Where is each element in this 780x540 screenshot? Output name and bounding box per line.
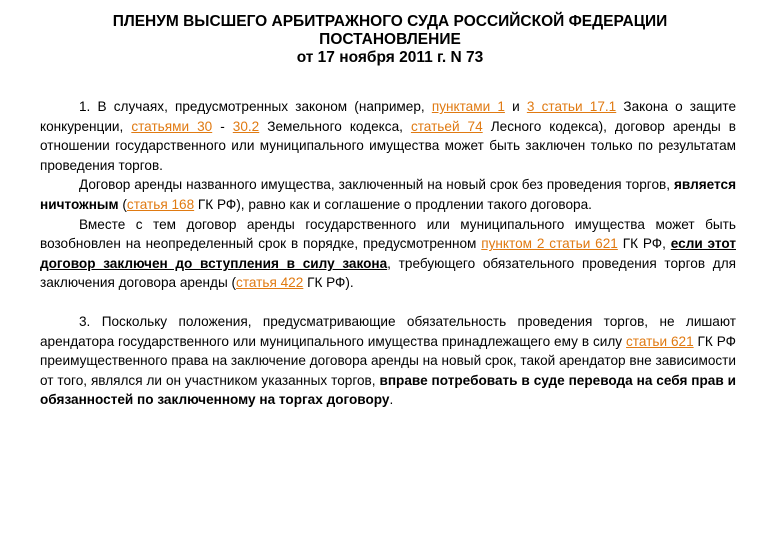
- p4-text-3: .: [389, 392, 394, 408]
- link-article-30-2[interactable]: 30.2: [232, 118, 260, 134]
- p2-bold-void: является ничтожным: [40, 177, 736, 212]
- p1-text-5: Земельного кодекса,: [259, 118, 411, 134]
- link-clauses-1[interactable]: пунктами 1: [431, 99, 505, 114]
- p1-text-3: Закона о защите конкуренции,: [40, 99, 736, 134]
- paragraph-1: [40, 97, 736, 175]
- p3-text-2: ГК РФ,: [617, 236, 671, 252]
- p1-text-6: Лесного кодекса), договор аренды в отношении государственного или муниципального имущества может быть заключен только по результатам проведения торгов.: [40, 118, 736, 173]
- paragraph-2: [40, 175, 736, 214]
- p3-text-3: , требующего обязательного проведения торгов для заключения договора аренды (: [40, 255, 736, 291]
- p4-bold-right: вправе потребовать в суде перевода на себя прав и обязанностей по заключенному на торгах договору: [40, 372, 736, 408]
- link-article-17-1[interactable]: 3 статьи 17.1: [526, 99, 617, 114]
- p1-text-2: и: [504, 99, 527, 114]
- p4-text-1: 3. Поскольку положения, предусматривающие обязательность проведения торгов, не лишают арендатора государственного или муниципального имущества принадлежащего ему в силу: [40, 313, 736, 349]
- link-article-621-clause-2[interactable]: пунктом 2 статьи 621: [481, 236, 618, 252]
- p1-text-1: 1. В случаях, предусмотренных законом (например,: [79, 99, 432, 114]
- p2-text-3: ГК РФ), равно как и соглашение о продлении такого договора.: [194, 196, 592, 212]
- paragraph-4: [40, 312, 736, 410]
- paragraph-3: [40, 215, 736, 293]
- p3-text-1: Вместе с тем договор аренды государственного или муниципального имущества может быть возобновлен на неопределенный срок в порядке, предусмотренном: [40, 216, 736, 252]
- p4-text-2: ГК РФ преимущественного права на заключение договора аренды на новый срок, такой арендатор вне зависимости от того, являлся ли он участником указанных торгов,: [40, 333, 736, 388]
- p2-text-1: Договор аренды названного имущества, заключенный на новый срок без проведения торгов,: [79, 177, 674, 193]
- link-article-621[interactable]: статьи 621: [626, 333, 694, 349]
- court-title: ПЛЕНУМ ВЫСШЕГО АРБИТРАЖНОГО СУДА РОССИЙСКОЙ ФЕДЕРАЦИИ: [112, 13, 668, 30]
- paragraph-gap: [40, 293, 736, 312]
- document-date: от 17 ноября 2011 г. N 73: [296, 49, 484, 66]
- link-articles-30[interactable]: статьями 30: [131, 118, 213, 134]
- document-header: [40, 13, 740, 67]
- link-article-168[interactable]: статья 168: [126, 196, 195, 212]
- p2-text-2: (: [118, 196, 127, 212]
- p1-text-4: -: [212, 118, 233, 134]
- p3-bold-condition: если этот договор заключен до вступления в силу закона: [40, 236, 736, 271]
- link-article-422[interactable]: статья 422: [236, 275, 304, 291]
- document-body: [40, 97, 736, 410]
- p3-text-4: ГК РФ).: [303, 275, 354, 291]
- link-article-74[interactable]: статьей 74: [410, 118, 483, 134]
- document-type: ПОСТАНОВЛЕНИЕ: [319, 31, 461, 48]
